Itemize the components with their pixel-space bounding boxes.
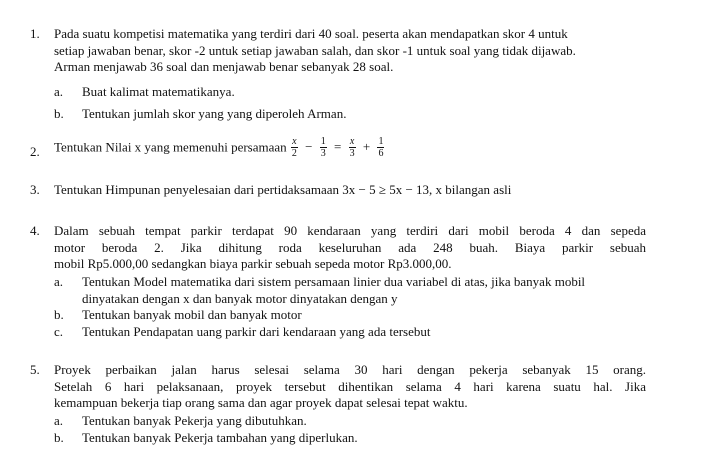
question-number: 2. bbox=[30, 144, 40, 159]
question-number: 4. bbox=[30, 223, 40, 238]
text-line: Dalam sebuah tempat parkir terdapat 90 kendaraan yang terdiri dari mobil beroda 4 dan sepeda bbox=[54, 223, 646, 238]
question-number: 1. bbox=[30, 26, 40, 41]
text-line: dinyatakan dengan x dan banyak motor dinyatakan dengan y bbox=[82, 290, 398, 306]
question-text: Tentukan Himpunan penyelesaian dari pertidaksamaan 3x − 5 ≥ 5x − 13, x bilangan asli bbox=[54, 182, 512, 197]
denominator: 2 bbox=[291, 148, 297, 159]
fraction-x-over-2 bbox=[291, 136, 298, 159]
fraction-x-over-3 bbox=[349, 136, 356, 159]
equation-prompt: Tentukan Nilai x yang memenuhi persamaan bbox=[54, 139, 287, 155]
question-text bbox=[54, 362, 646, 412]
question-number: 5. bbox=[30, 362, 40, 377]
sub-text: Buat kalimat matematikanya. bbox=[82, 84, 235, 99]
text-line: mobil Rp5.000,00 sedangkan biaya parkir sebuah sepeda motor Rp3.000,00. bbox=[54, 256, 452, 271]
sub-text: Tentukan banyak mobil dan banyak motor bbox=[82, 307, 302, 322]
question-text bbox=[54, 136, 646, 159]
text-line: Tentukan Model matematika dari sistem persamaan linier dua variabel di atas, jika banyak mobil bbox=[82, 274, 586, 289]
sub-label: c. bbox=[54, 324, 64, 339]
text-line: Setelah 6 hari pelaksanaan, proyek tersebut dihentikan selama 4 hari karena suatu hal. Jika bbox=[54, 378, 646, 394]
question-text bbox=[54, 26, 646, 76]
sub-label: b. bbox=[54, 430, 64, 445]
equals-sign: = bbox=[334, 139, 342, 155]
question-text bbox=[54, 223, 646, 273]
text-line: Proyek perbaikan jalan harus selesai selama 30 hari dengan pekerja sebanyak 15 orang. bbox=[54, 362, 646, 377]
sub-label: a. bbox=[54, 274, 64, 289]
text-line: Pada suatu kompetisi matematika yang terdiri dari 40 soal. peserta akan mendapatkan skor 4 untuk bbox=[54, 26, 568, 41]
sub-text bbox=[82, 274, 648, 307]
sub-label: a. bbox=[54, 413, 64, 428]
numerator: 1 bbox=[378, 136, 384, 147]
plus-sign: + bbox=[362, 139, 371, 155]
fraction-1-over-6 bbox=[377, 136, 384, 159]
denominator: 3 bbox=[349, 148, 355, 159]
denominator: 6 bbox=[378, 148, 384, 159]
sub-label: a. bbox=[54, 84, 64, 99]
numerator: x bbox=[292, 136, 297, 147]
text-line: kemampuan bekerja tiap orang sama dan agar proyek dapat selesai tepat waktu. bbox=[54, 395, 468, 410]
sub-text: Tentukan banyak Pekerja tambahan yang diperlukan. bbox=[82, 430, 358, 445]
numerator: x bbox=[349, 136, 355, 147]
sub-text: Tentukan jumlah skor yang yang diperoleh Arman. bbox=[82, 106, 347, 121]
sub-text: Tentukan Pendapatan uang parkir dari kendaraan yang ada tersebut bbox=[82, 324, 431, 339]
fraction-1-over-3 bbox=[320, 136, 327, 159]
text-line: motor beroda 2. Jika dihitung roda keseluruhan ada 248 buah. Biaya parkir sebuah bbox=[54, 239, 646, 255]
denominator: 3 bbox=[320, 148, 326, 159]
sub-label: b. bbox=[54, 307, 64, 322]
text-line: setiap jawaban benar, skor -2 untuk setiap jawaban salah, dan skor -1 untuk soal yang tidak dijawab. bbox=[54, 42, 576, 58]
text-line: Arman menjawab 36 soal dan menjawab benar sebanyak 28 soal. bbox=[54, 59, 394, 74]
sub-label: b. bbox=[54, 106, 64, 121]
question-number: 3. bbox=[30, 182, 40, 197]
numerator: 1 bbox=[320, 136, 326, 147]
minus-sign: − bbox=[305, 139, 313, 155]
sub-text: Tentukan banyak Pekerja yang dibutuhkan. bbox=[82, 413, 307, 428]
